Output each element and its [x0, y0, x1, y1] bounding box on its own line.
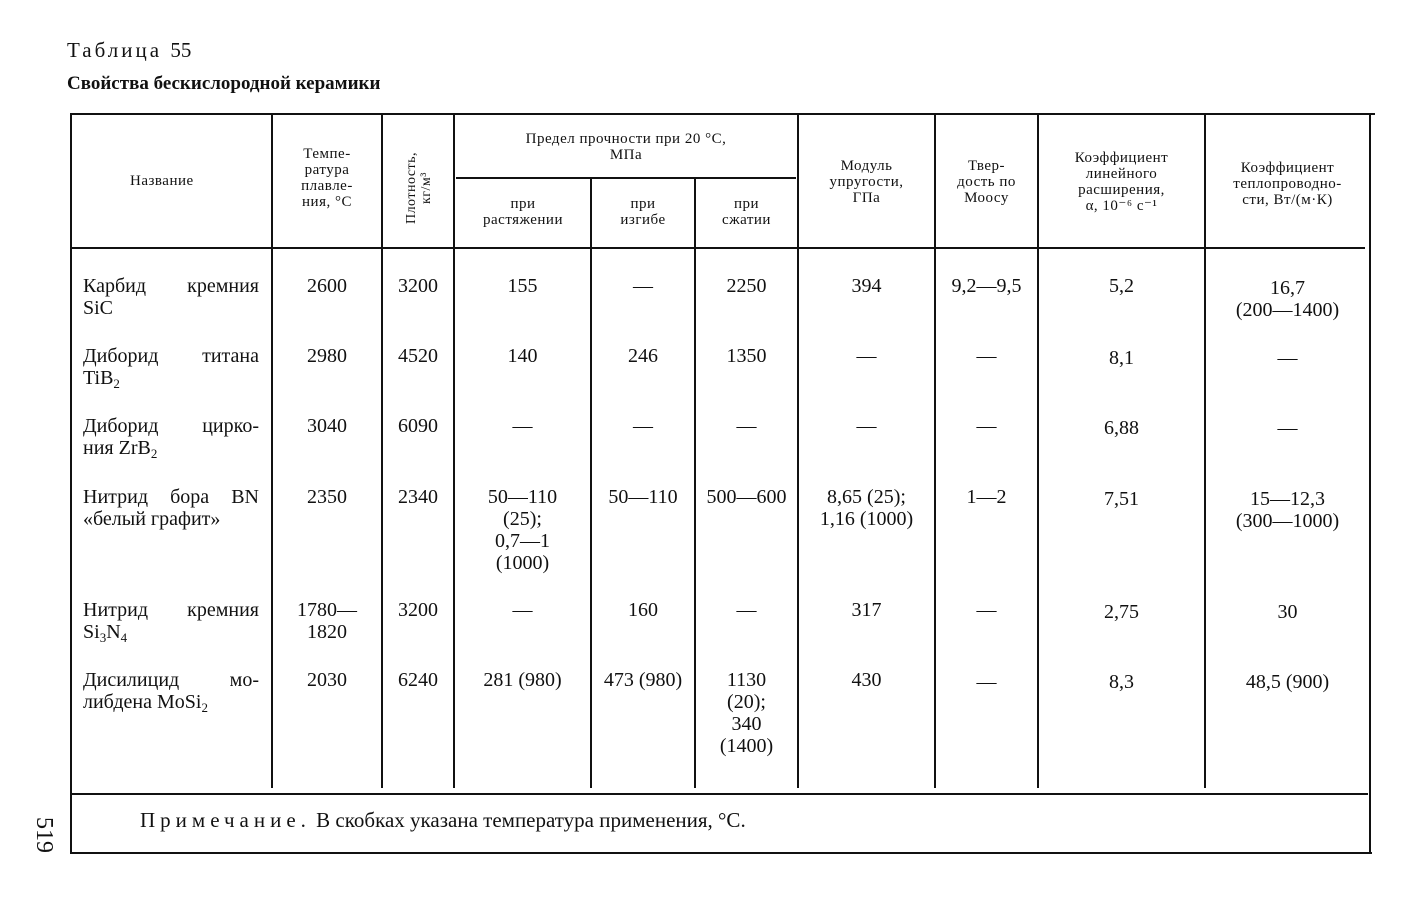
cell-expansion: 8,3	[1109, 671, 1134, 693]
cell-density: 2340	[398, 486, 438, 508]
cell-compression: 2250	[726, 275, 767, 297]
table-right-border	[1369, 113, 1371, 854]
cell-compression: —	[736, 415, 757, 437]
row-name-silicon-nitride: Нитрид кремния $Si_3N_4$	[83, 599, 259, 645]
header-thermal-expansion: Коэффициент линейного расширения, α, 10⁻⁶ с⁻¹	[1074, 150, 1169, 214]
header-melting-temperature: Темпе- ратура плавле- ния, °С	[301, 146, 353, 210]
header-compression: при сжатии	[722, 196, 771, 228]
cell-tension: 281 (980)	[483, 669, 562, 691]
header-bending: при изгибе	[620, 196, 666, 228]
cell-conductivity: —	[1277, 347, 1298, 369]
cell-tension: 50—110 (25); 0,7—1 (1000)	[487, 486, 558, 574]
cell-conductivity: —	[1277, 417, 1298, 439]
header-bottom-rule	[70, 247, 1365, 249]
cell-bending: 160	[628, 599, 658, 621]
cell-hardness: 9,2—9,5	[951, 275, 1022, 297]
table-top-rule	[70, 113, 1375, 115]
header-tension: при растяжении	[483, 196, 563, 228]
cell-density: 3200	[398, 599, 438, 621]
cell-density: 4520	[398, 345, 438, 367]
cell-modulus: 394	[851, 275, 882, 297]
row-name-boron-nitride: Нитрид бора BN «белый графит»	[83, 486, 259, 530]
header-thermal-conductivity: Коэффициент теплопроводно- сти, Вт/(м·К)	[1233, 160, 1342, 208]
header-elastic-modulus: Модуль упругости, ГПа	[829, 158, 904, 206]
cell-melting: 2600	[307, 275, 347, 297]
cell-conductivity: 15—12,3 (300—1000)	[1235, 488, 1340, 532]
table-body-bottom-rule	[70, 793, 1368, 795]
cell-hardness: 1—2	[966, 486, 1007, 508]
cell-expansion: 2,75	[1104, 601, 1139, 623]
cell-tension: —	[512, 599, 533, 621]
cell-bending: 50—110	[608, 486, 678, 508]
cell-compression: 1130 (20); 340 (1400)	[719, 669, 774, 757]
header-name: Название	[130, 173, 194, 189]
cell-tension: 140	[507, 345, 538, 367]
cell-compression: 1350	[726, 345, 767, 367]
cell-melting: 2030	[307, 669, 347, 691]
table-left-border	[70, 113, 72, 854]
cell-modulus: 8,65 (25); 1,16 (1000)	[819, 486, 914, 530]
cell-hardness: —	[976, 599, 997, 621]
cell-tension: 155	[507, 275, 538, 297]
cell-density: 3200	[398, 275, 438, 297]
cell-bending: —	[633, 275, 653, 297]
cell-melting: 1780— 1820	[297, 599, 357, 643]
cell-melting: 3040	[307, 415, 347, 437]
table-note: Примечание. В скобках указана температура применения, °С.	[140, 808, 746, 832]
cell-modulus: —	[856, 345, 877, 367]
row-name-silicon-carbide: Карбид кремния SiC	[83, 275, 259, 319]
cell-conductivity: 48,5 (900)	[1245, 671, 1330, 693]
column-divider	[590, 179, 592, 788]
cell-conductivity: 16,7 (200—1400)	[1235, 277, 1340, 321]
header-mohs-hardness: Твер- дость по Моосу	[957, 158, 1016, 206]
cell-compression: —	[736, 599, 757, 621]
cell-hardness: —	[976, 345, 997, 367]
table-caption-number: Таблица 55	[67, 38, 192, 62]
row-name-molybdenum-disilicide: Дисилицид мо- либдена MoSi$_2$	[83, 669, 259, 715]
row-name-zirconium-diboride: Диборид цирко- ния ZrB$_2$	[83, 415, 259, 461]
cell-expansion: 8,1	[1109, 347, 1134, 369]
cell-expansion: 5,2	[1109, 275, 1134, 297]
cell-density: 6240	[398, 669, 438, 691]
cell-melting: 2980	[307, 345, 347, 367]
header-tensile-strength-group: Предел прочности при 20 °С, МПа	[525, 131, 727, 163]
cell-modulus: 430	[851, 669, 882, 691]
cell-melting: 2350	[307, 486, 347, 508]
cell-conductivity: 30	[1277, 601, 1298, 623]
strength-subheader-rule	[456, 177, 796, 179]
cell-modulus: 317	[851, 599, 882, 621]
cell-bending: —	[633, 415, 653, 437]
cell-density: 6090	[398, 415, 438, 437]
cell-bending: 473 (980)	[603, 669, 683, 691]
cell-hardness: —	[976, 415, 997, 437]
cell-expansion: 7,51	[1104, 488, 1139, 510]
header-density: Плотность, кг/м³	[404, 151, 434, 225]
cell-hardness: —	[976, 671, 997, 693]
row-name-titanium-diboride: Диборид титана TiB$_2$	[83, 345, 259, 391]
cell-modulus: —	[856, 415, 877, 437]
table-title: Свойства бескислородной керамики	[67, 73, 381, 94]
cell-compression: 500—600	[706, 486, 787, 508]
table-bottom-rule	[70, 852, 1372, 854]
page-number: 519	[31, 817, 57, 853]
cell-bending: 246	[628, 345, 658, 367]
cell-tension: —	[512, 415, 533, 437]
cell-expansion: 6,88	[1104, 417, 1139, 439]
